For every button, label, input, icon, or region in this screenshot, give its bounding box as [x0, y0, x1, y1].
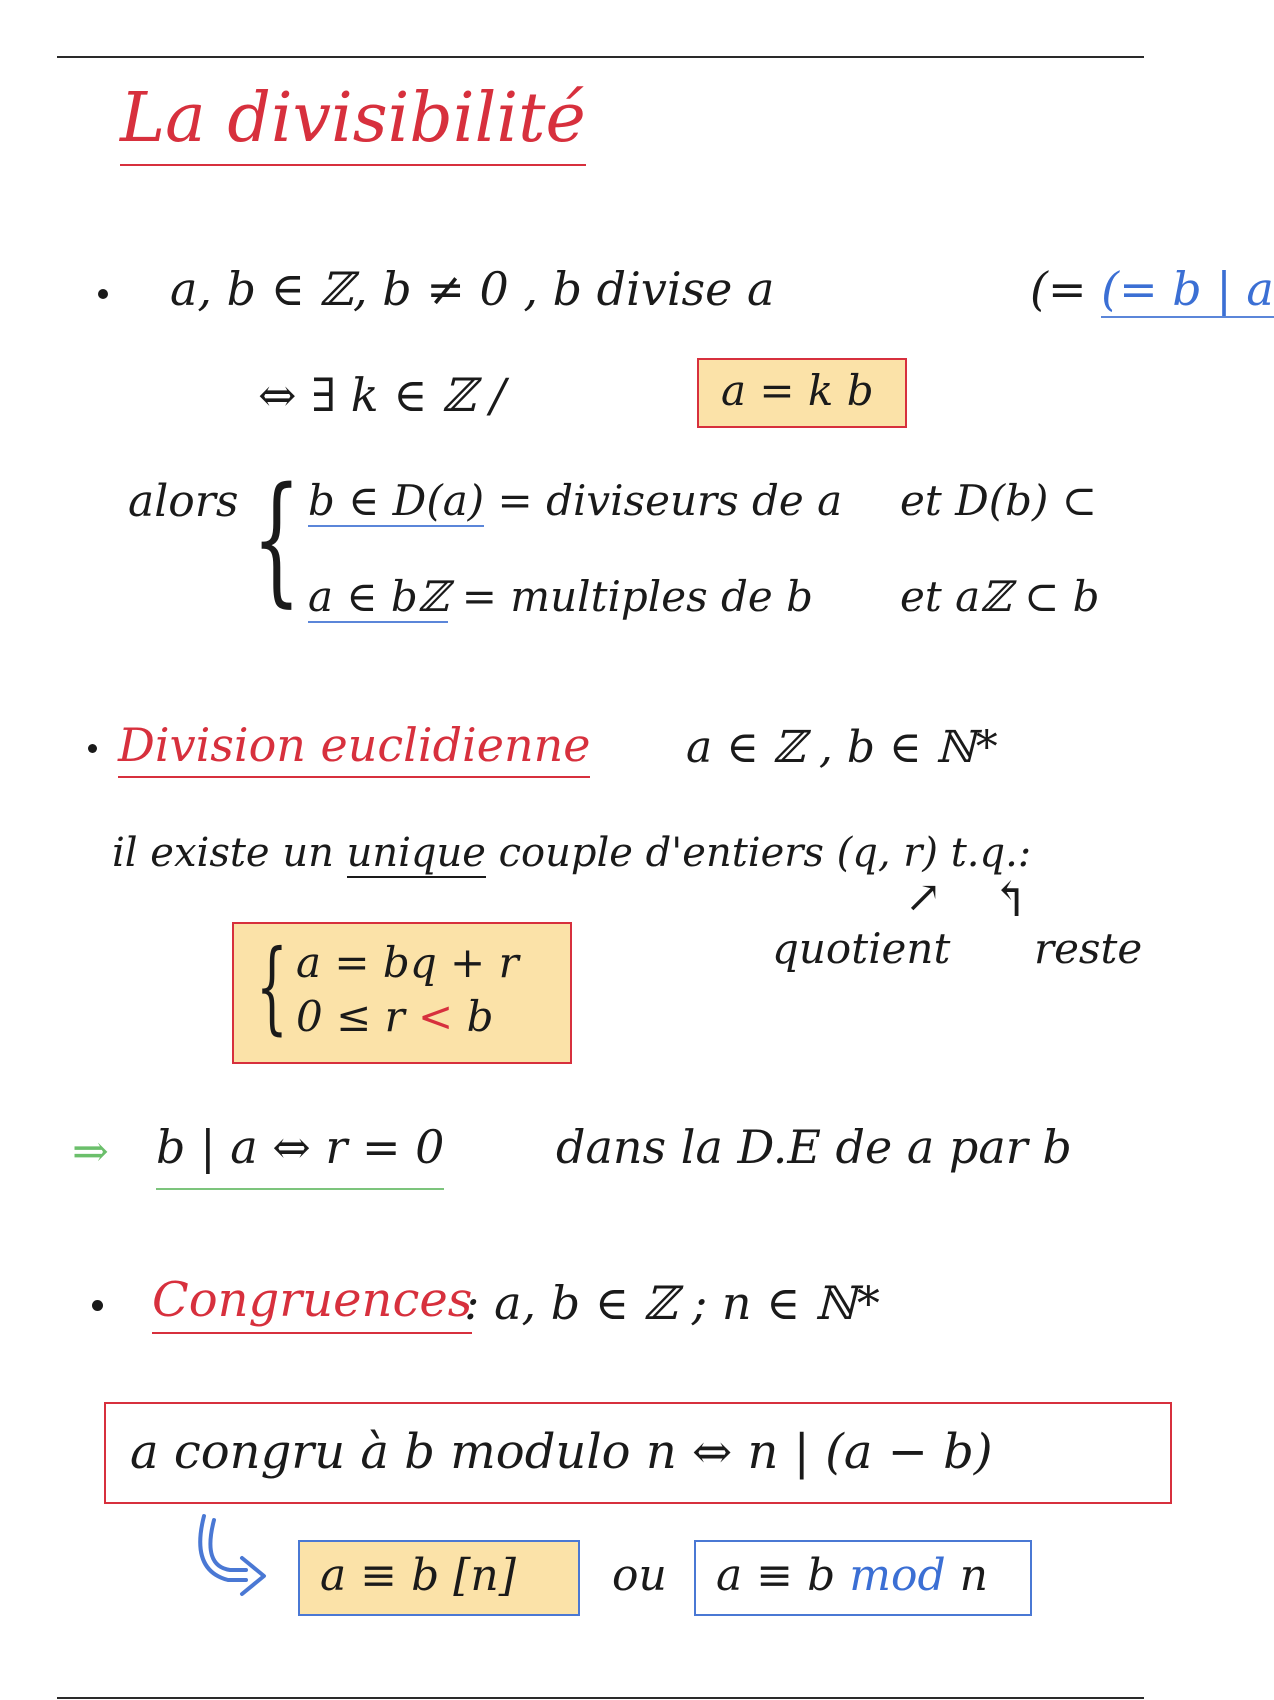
notation-bracket-frame [298, 1540, 580, 1616]
congruences-domain: : a, b ∈ ℤ ; n ∈ ℕ* [464, 1276, 880, 1330]
consequence-tail: dans la D.E de a par b [556, 1120, 1072, 1174]
congruences-heading: Congruences [152, 1272, 472, 1334]
sentence-before: il existe un [112, 830, 347, 876]
label-reste: reste [1034, 924, 1143, 973]
euclid-heading: Division euclidienne [118, 718, 590, 778]
notation-mod-frame [694, 1540, 1032, 1616]
sentence-unique: unique [346, 830, 486, 876]
divisibility-equivalence: ⇔ ∃ k ∈ ℤ / [258, 368, 506, 422]
divisor-line [308, 476, 842, 525]
multiple-line [308, 572, 813, 621]
system-less-than: < [418, 992, 454, 1041]
ou-label: ou [612, 1550, 667, 1601]
sentence-after: couple d'entiers (q, r) t.q.: [485, 830, 1032, 876]
congruence-definition-frame [104, 1402, 1172, 1504]
notation-mod [716, 1550, 988, 1601]
multiple-tail: et aℤ ⊂ b [900, 572, 1100, 621]
congruence-definition: a congru à b modulo n ⇔ n | (a − b) [130, 1424, 993, 1480]
notation-mod-right: n [945, 1550, 988, 1601]
euclid-sentence [112, 830, 1031, 876]
top-rule [57, 56, 1144, 58]
boxed-formula: a = k b [721, 366, 874, 415]
label-quotient: quotient [772, 924, 951, 973]
bullet-euclid [88, 744, 97, 753]
consequence-statement: b | a ⇔ r = 0 [156, 1120, 444, 1190]
notation-mod-keyword: mod [849, 1550, 946, 1601]
euclid-domain: a ∈ ℤ , b ∈ ℕ* [686, 722, 998, 773]
divisor-tail: et D(b) ⊂ [900, 476, 1097, 525]
consequence-arrow: ⇒ [72, 1126, 109, 1177]
system-line-2-right: b [453, 992, 494, 1041]
divisor-desc: = diviseurs de a [497, 476, 843, 525]
euclid-brace: { [256, 928, 288, 1045]
divisibility-notation [1030, 262, 1274, 316]
bullet-congruences [92, 1300, 103, 1311]
system-line-1: a = bq + r [296, 938, 519, 987]
multiple-desc: = multiples de b [461, 572, 813, 621]
system-line-2 [296, 992, 494, 1041]
arrow-to-quotient: ↗ [905, 872, 942, 923]
bottom-rule [57, 1697, 1144, 1699]
system-brace: { [252, 458, 301, 621]
divisor-set: b ∈ D(a) [308, 476, 485, 525]
multiple-set: a ∈ bℤ [308, 572, 449, 621]
notation-b-divides-a: (= b | a [1101, 262, 1274, 316]
curved-arrow-icon [184, 1510, 274, 1606]
boxed-formula-frame [697, 358, 907, 428]
page-title: La divisibilité [120, 76, 586, 166]
notation-prefix: (= [1030, 262, 1102, 316]
euclid-system-frame [232, 922, 572, 1064]
arrow-to-reste: ↰ [990, 872, 1031, 928]
system-line-2-left: 0 ≤ r [296, 992, 419, 1041]
divisibility-hypothesis: a, b ∈ ℤ, b ≠ 0 , b divise a [170, 262, 775, 316]
bullet-divisibility [98, 289, 108, 299]
alors-label: alors [128, 476, 239, 527]
notation-mod-left: a ≡ b [716, 1550, 850, 1601]
notation-bracket: a ≡ b [n] [320, 1550, 516, 1601]
